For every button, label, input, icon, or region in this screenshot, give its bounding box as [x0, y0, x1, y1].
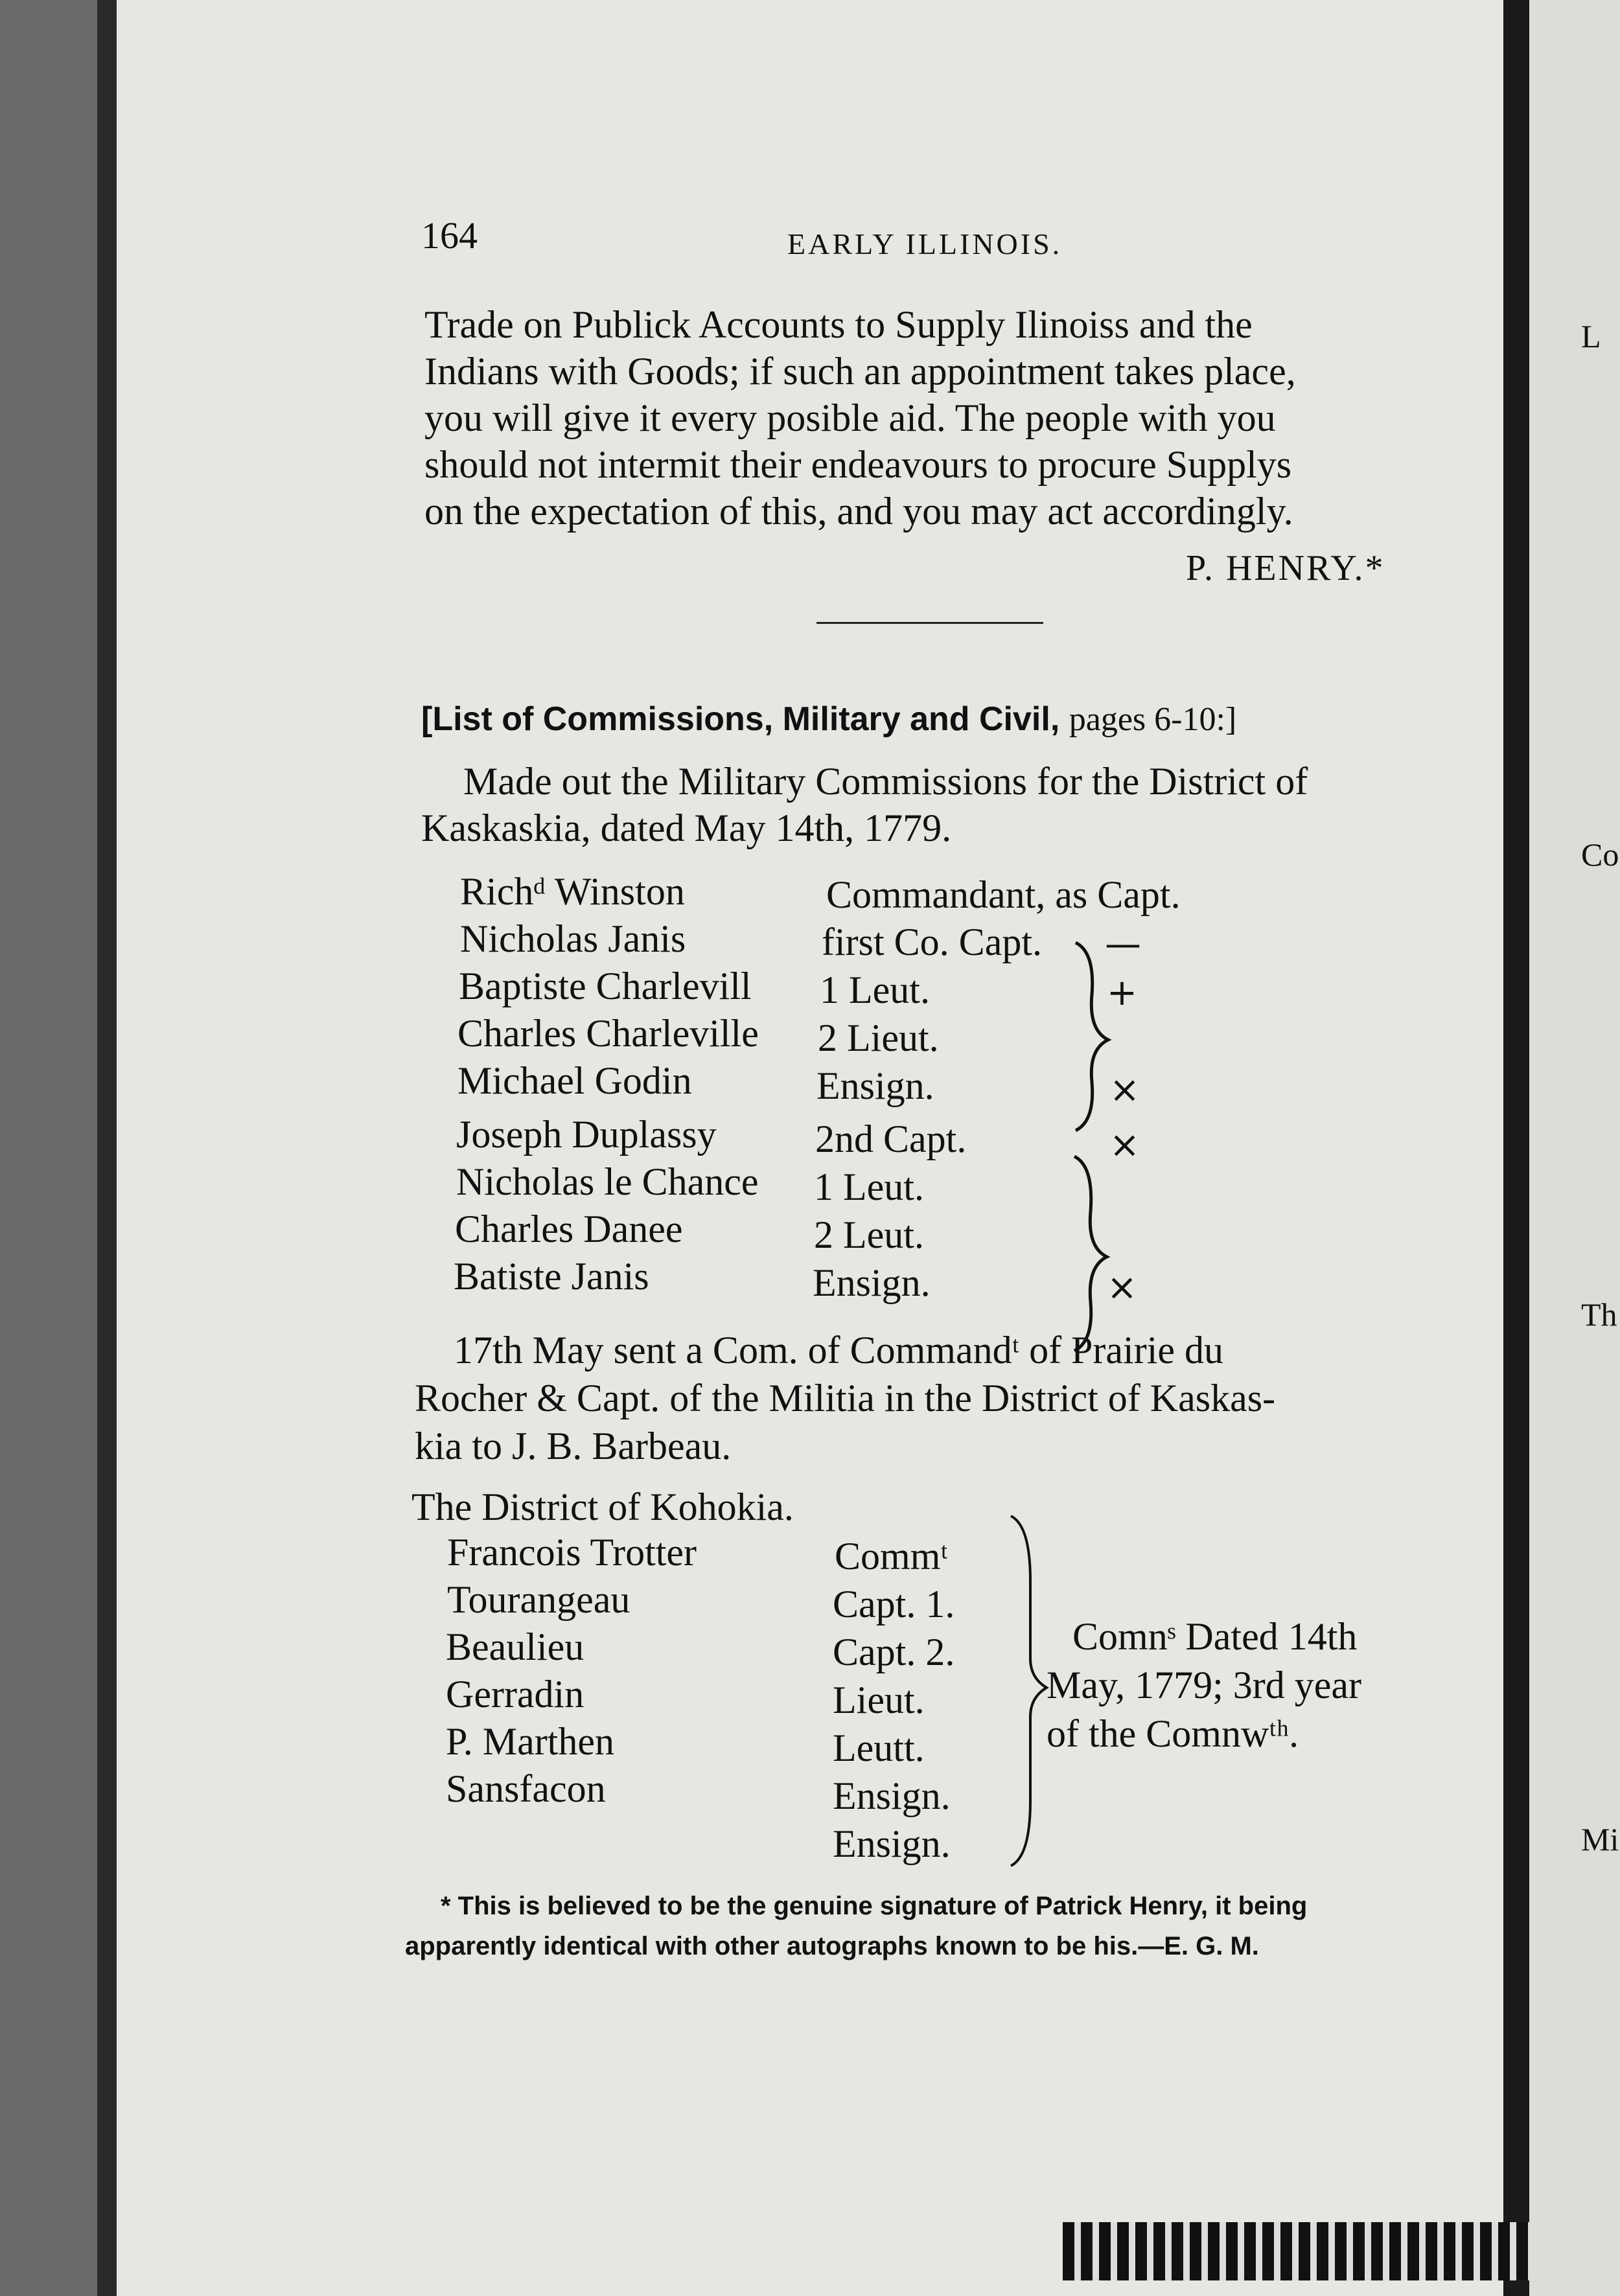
commission-rank: 2nd Capt. — [815, 1118, 967, 1160]
scan-artifact-strip — [1063, 2222, 1529, 2280]
commission-rank: 2 Leut. — [814, 1213, 924, 1256]
brace-first-company — [1076, 943, 1108, 1131]
kohokia-brace — [1001, 1510, 1053, 1872]
commission-name: Sansfacon — [446, 1767, 606, 1810]
commission-name: Charles Danee — [455, 1208, 683, 1250]
commission-rank: Capt. 2. — [833, 1631, 955, 1673]
facing-page-letter: Mi — [1581, 1821, 1619, 1857]
kohokia-heading: The District of Kohokia. — [411, 1486, 794, 1528]
brace-second-company — [1074, 1156, 1107, 1351]
page-gutter-edge — [97, 0, 117, 2296]
commission-rank: Ensign. — [833, 1774, 951, 1817]
letter-line: on the expectation of this, and you may act accordingly. — [424, 490, 1293, 533]
commission-name: Joseph Duplassy — [456, 1113, 717, 1156]
footnote-line: apparently identical with other autographs known to be his.—E. G. M. — [405, 1932, 1259, 1960]
commission-rank: Leutt. — [833, 1727, 925, 1769]
margin-cross-mark: × — [1109, 1069, 1140, 1111]
commission-rank: first Co. Capt. — [822, 921, 1042, 963]
commission-name: Richᵈ Winston — [460, 870, 685, 913]
commission-name: Nicholas Janis — [460, 917, 686, 960]
commission-name: Michael Godin — [457, 1059, 692, 1102]
intro-line: Made out the Military Commissions for the District of — [463, 760, 1308, 803]
commission-rank: 1 Leut. — [820, 969, 930, 1011]
commission-rank: Ensign. — [813, 1261, 931, 1304]
prairie-line: Rocher & Capt. of the Militia in the District of Kaskas- — [415, 1377, 1276, 1419]
commission-name: Beaulieu — [446, 1625, 584, 1668]
letter-line: Trade on Publick Accounts to Supply Ilinoiss and the — [424, 303, 1253, 346]
kohokia-note-line: May, 1779; 3rd year — [1047, 1664, 1361, 1706]
facing-page-letter: L — [1581, 318, 1601, 354]
margin-dash-mark: — — [1105, 923, 1141, 965]
letter-line: you will give it every posible aid. The people with you — [424, 396, 1276, 439]
scan-background — [0, 0, 97, 2296]
margin-cross-mark: × — [1109, 1124, 1140, 1166]
page-number: 164 — [421, 214, 478, 257]
commission-rank: Ensign. — [833, 1822, 951, 1865]
commission-name: Charles Charleville — [457, 1012, 759, 1055]
commission-rank: Capt. 1. — [833, 1583, 955, 1625]
commission-name: Baptiste Charlevill — [459, 965, 752, 1007]
intro-line: Kaskaskia, dated May 14th, 1779. — [421, 807, 952, 849]
commission-name: Nicholas le Chance — [456, 1160, 759, 1203]
kohokia-note-line: Comnˢ Dated 14th — [1072, 1615, 1358, 1658]
running-title: EARLY ILLINOIS. — [787, 227, 1063, 260]
commission-name: Gerradin — [446, 1673, 584, 1716]
commission-rank: 1 Leut. — [814, 1165, 924, 1208]
prairie-line: kia to J. B. Barbeau. — [415, 1425, 732, 1467]
commission-rank: Commᵗ — [835, 1535, 948, 1578]
margin-cross-mark: × — [1107, 1267, 1137, 1309]
commission-name: Francois Trotter — [447, 1531, 697, 1574]
signature: P. HENRY.* — [1186, 548, 1385, 588]
commission-name: P. Marthen — [446, 1720, 614, 1763]
facing-page-letter: Co — [1581, 836, 1619, 873]
facing-page-letter: Th — [1581, 1296, 1617, 1333]
commission-rank: Lieut. — [833, 1679, 925, 1721]
commission-name: Tourangeau — [447, 1578, 631, 1621]
kohokia-note-line: of the Comnwᵗʰ. — [1047, 1712, 1299, 1755]
commission-rank: Ensign. — [816, 1064, 934, 1107]
footnote-line: * This is believed to be the genuine signature of Patrick Henry, it being — [441, 1892, 1308, 1920]
margin-plus-mark: + — [1107, 972, 1137, 1014]
section-divider — [816, 622, 1043, 624]
facing-page — [1529, 0, 1620, 2296]
commission-rank: 2 Lieut. — [818, 1016, 939, 1059]
prairie-line: 17th May sent a Com. of Commandᵗ of Prairie du — [454, 1329, 1223, 1372]
letter-line: should not intermit their endeavours to procure Supplys — [424, 443, 1292, 486]
commission-name: Batiste Janis — [454, 1255, 649, 1298]
section-heading: [List of Commissions, Military and Civil, pages 6-10:] — [421, 700, 1237, 738]
commission-rank: Commandant, as Capt. — [826, 873, 1181, 916]
letter-line: Indians with Goods; if such an appointment takes place, — [424, 350, 1296, 393]
